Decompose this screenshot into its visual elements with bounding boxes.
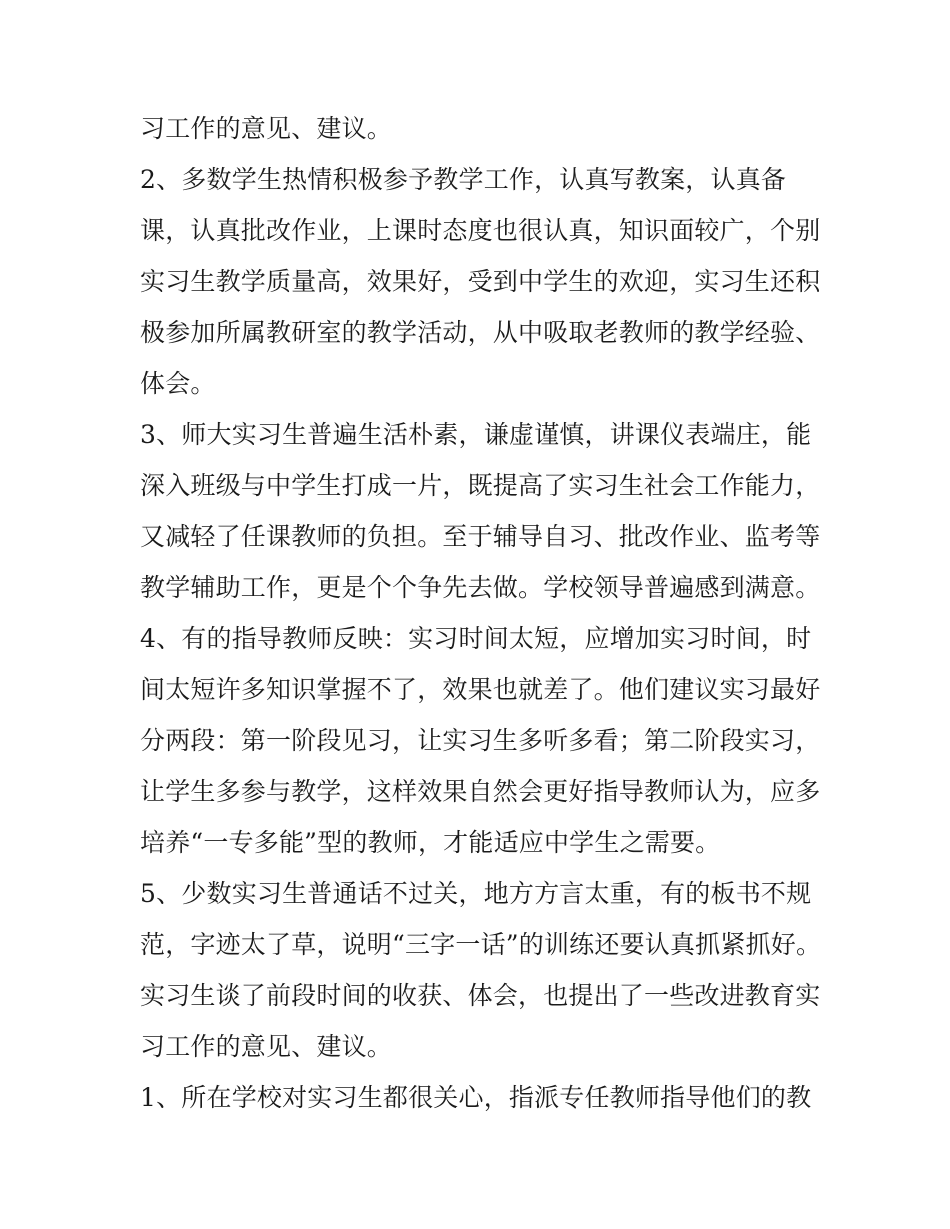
text-line: 实习生教学质量高，效果好，受到中学生的欢迎，实习生还积	[140, 267, 821, 296]
text-line: 分两段：第一阶段见习，让实习生多听多看；第二阶段实习，	[140, 726, 821, 755]
text-line: 范，字迹太了草，说明“三字一话”的训练还要认真抓紧抓好。	[140, 930, 822, 959]
text-line: 习工作的意见、建议。	[140, 1032, 393, 1061]
text-line: 1、所在学校对实习生都很关心，指派专任教师指导他们的教	[140, 1083, 812, 1112]
text-line: 极参加所属教研室的教学活动，从中吸取老教师的教学经验、	[140, 318, 821, 347]
text-line: 深入班级与中学生打成一片，既提高了实习生社会工作能力，	[140, 471, 821, 500]
body-text	[140, 103, 820, 1123]
text-line: 间太短许多知识掌握不了，效果也就差了。他们建议实习最好	[140, 675, 821, 704]
text-line: 体会。	[140, 369, 216, 398]
text-line: 培养“一专多能”型的教师，才能适应中学生之需要。	[140, 828, 721, 857]
text-line: 5、少数实习生普通话不过关，地方方言太重，有的板书不规	[140, 879, 812, 908]
text-line: 2、多数学生热情积极参予教学工作，认真写教案，认真备	[140, 165, 787, 194]
text-line: 课，认真批改作业，上课时态度也很认真，知识面较广，个别	[140, 216, 821, 245]
text-line: 习工作的意见、建议。	[140, 114, 393, 143]
text-line: 4、有的指导教师反映：实习时间太短，应增加实习时间，时	[140, 624, 812, 653]
text-line: 教学辅助工作，更是个个争先去做。学校领导普遍感到满意。	[140, 573, 821, 602]
text-line: 3、师大实习生普遍生活朴素，谦虚谨慎，讲课仪表端庄，能	[140, 420, 812, 449]
text-line: 又减轻了任课教师的负担。至于辅导自习、批改作业、监考等	[140, 522, 821, 551]
text-line: 让学生多参与教学，这样效果自然会更好指导教师认为，应多	[140, 777, 821, 806]
text-line: 实习生谈了前段时间的收获、体会，也提出了一些改进教育实	[140, 981, 821, 1010]
